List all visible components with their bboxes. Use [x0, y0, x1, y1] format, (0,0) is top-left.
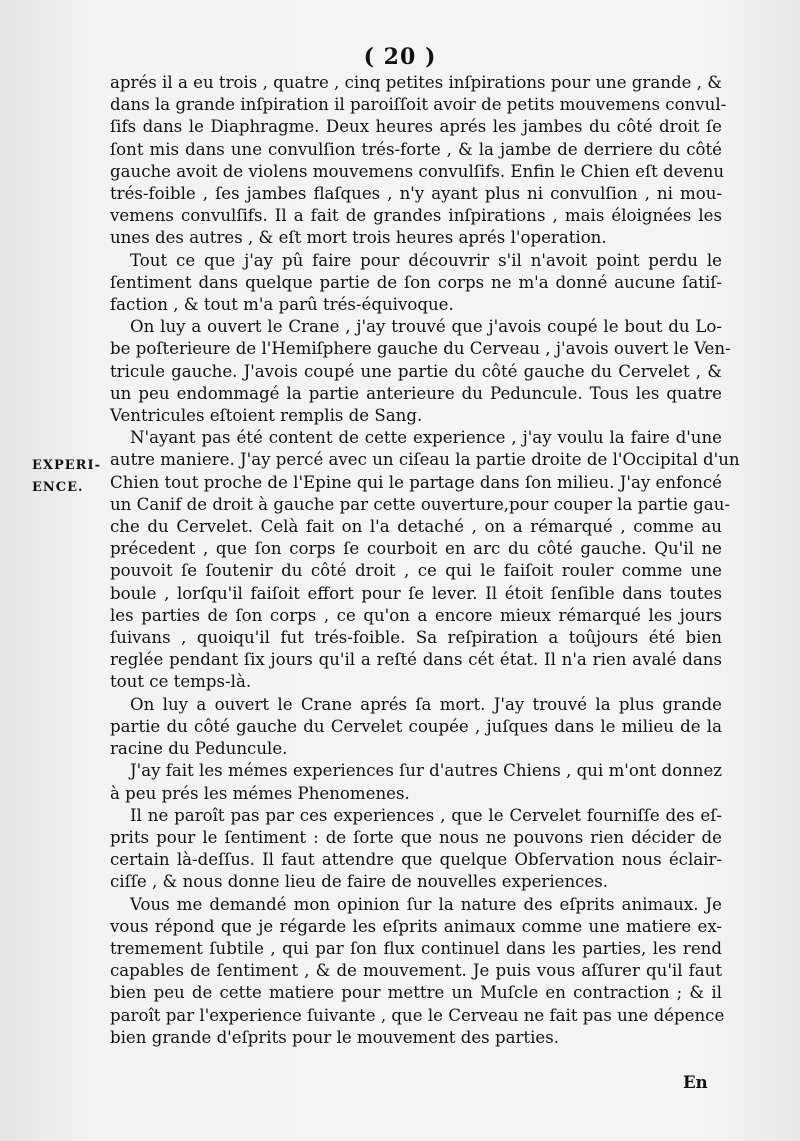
text-line: be poſterieure de l'Hemiſphere gauche du Cerveau , j'avois ouvert le Ven-	[110, 339, 731, 359]
text-line: précedent , que ſon corps ſe courboit en arc du côté gauche. Qu'il ne	[110, 539, 722, 559]
text-line: vemens convulſifs. Il a fait de grandes inſpirations , mais éloignées les	[110, 206, 722, 226]
text-line: On luy a ouvert le Crane aprés ſa mort. J'ay trouvé la plus grande	[130, 694, 722, 714]
text-line: N'ayant pas été content de cette experience , j'ay voulu la faire d'une	[130, 428, 722, 448]
body-text	[110, 72, 740, 1049]
text-line: ſifs dans le Diaphragme. Deux heures aprés les jambes du côté droit ſe	[110, 117, 722, 137]
text-line: vous répond que je régarde les eſprits animaux comme une matiere ex-	[110, 916, 722, 936]
text-line: Ventricules eſtoient remplis de Sang.	[110, 406, 423, 426]
text-line: reglée pendant ſix jours qu'il a reſté dans cét état. Il n'a rien avalé dans	[110, 650, 722, 670]
catchword: En	[683, 1072, 708, 1092]
page-number: ( 20 )	[363, 44, 437, 70]
text-line: boule , lorſqu'il faiſoit effort pour ſe lever. Il étoit ſenſible dans toutes	[110, 583, 722, 603]
text-line: pouvoit ſe ſoutenir du côté droit , ce qui le faiſoit rouler comme une	[110, 561, 722, 581]
margin-note-line: EXPERI-	[32, 458, 101, 473]
text-line: Vous me demandé mon opinion ſur la nature des eſprits animaux. Je	[130, 894, 722, 914]
text-line: Chien tout proche de l'Epine qui le partage dans ſon milieu. J'ay enfoncé	[110, 472, 722, 492]
text-line: dans la grande inſpiration il paroiſſoit avoir de petits mouvemens convul-	[110, 95, 727, 115]
text-line: tremement ſubtile , qui par ſon flux continuel dans les parties, les rend	[110, 938, 722, 958]
text-line: ſuivans , quoiqu'il fut trés-foible. Sa reſpiration a toûjours été bien	[110, 628, 722, 648]
text-line: racine du Peduncule.	[110, 739, 288, 759]
text-line: tout ce temps-là.	[110, 672, 252, 692]
text-line: trés-foible , ſes jambes flaſques , n'y ayant plus ni convulſion , ni mou-	[110, 184, 722, 204]
text-line: capables de ſentiment , & de mouvement. Je puis vous aſſurer qu'il faut	[110, 961, 722, 981]
text-line: un Canif de droit à gauche par cette ouverture,pour couper la partie gau-	[110, 494, 730, 514]
text-line: che du Cervelet. Celà fait on l'a detaché , on a rémarqué , comme au	[110, 517, 722, 537]
text-line: tricule gauche. J'avois coupé une partie du côté gauche du Cervelet , &	[110, 361, 722, 381]
text-line: J'ay fait les mémes experiences ſur d'autres Chiens , qui m'ont donnez	[130, 761, 723, 781]
text-line: un peu endommagé la partie anterieure du Peduncule. Tous les quatre	[110, 383, 722, 403]
text-line: les parties de ſon corps , ce qu'on a encore mieux rémarqué les jours	[110, 605, 722, 625]
text-line: Il ne paroît pas par ces experiences , que le Cervelet fourniſſe des eſ-	[130, 805, 722, 825]
margin-note	[32, 455, 101, 499]
text-line: aprés il a eu trois , quatre , cinq petites inſpirations pour une grande , &	[110, 73, 722, 92]
text-line: ſentiment dans quelque partie de ſon corps ne m'a donné aucune ſatiſ-	[110, 272, 722, 292]
text-line: gauche avoit de violens mouvemens convulſifs. Enfin le Chien eſt devenu	[110, 161, 725, 181]
text-line: autre maniere. J'ay percé avec un ciſeau la partie droite de l'Occipital d'un	[110, 450, 740, 470]
text-line: ciſſe , & nous donne lieu de faire de nouvelles experiences.	[110, 872, 609, 892]
text-line: ſont mis dans une convulſion trés-forte , & la jambe de derriere du côté	[110, 139, 722, 159]
text-line: prits pour le ſentiment : de ſorte que nous ne pouvons rien décider de	[110, 827, 722, 847]
text-line: bien peu de cette matiere pour mettre un Muſcle en contraction ; & il	[110, 983, 722, 1003]
text-line: à peu prés les mémes Phenomenes.	[110, 783, 410, 803]
text-line: bien grande d'eſprits pour le mouvement des parties.	[110, 1027, 559, 1047]
margin-note-line: ENCE.	[32, 480, 84, 495]
text-line: Tout ce que j'ay pû faire pour découvrir s'il n'avoit point perdu le	[130, 250, 722, 270]
text-line: unes des autres , & eſt mort trois heures aprés l'operation.	[110, 228, 607, 248]
text-line: paroît par l'experience ſuivante , que le Cerveau ne fait pas une dépence	[110, 1005, 725, 1025]
text-line: certain là-deſſus. Il faut attendre que quelque Obſervation nous éclair-	[110, 850, 722, 870]
text-line: faction , & tout m'a parû trés-équivoque.	[110, 295, 454, 315]
text-line: partie du côté gauche du Cervelet coupée , juſques dans le milieu de la	[110, 716, 722, 736]
text-line: On luy a ouvert le Crane , j'ay trouvé que j'avois coupé le bout du Lo-	[130, 317, 722, 337]
